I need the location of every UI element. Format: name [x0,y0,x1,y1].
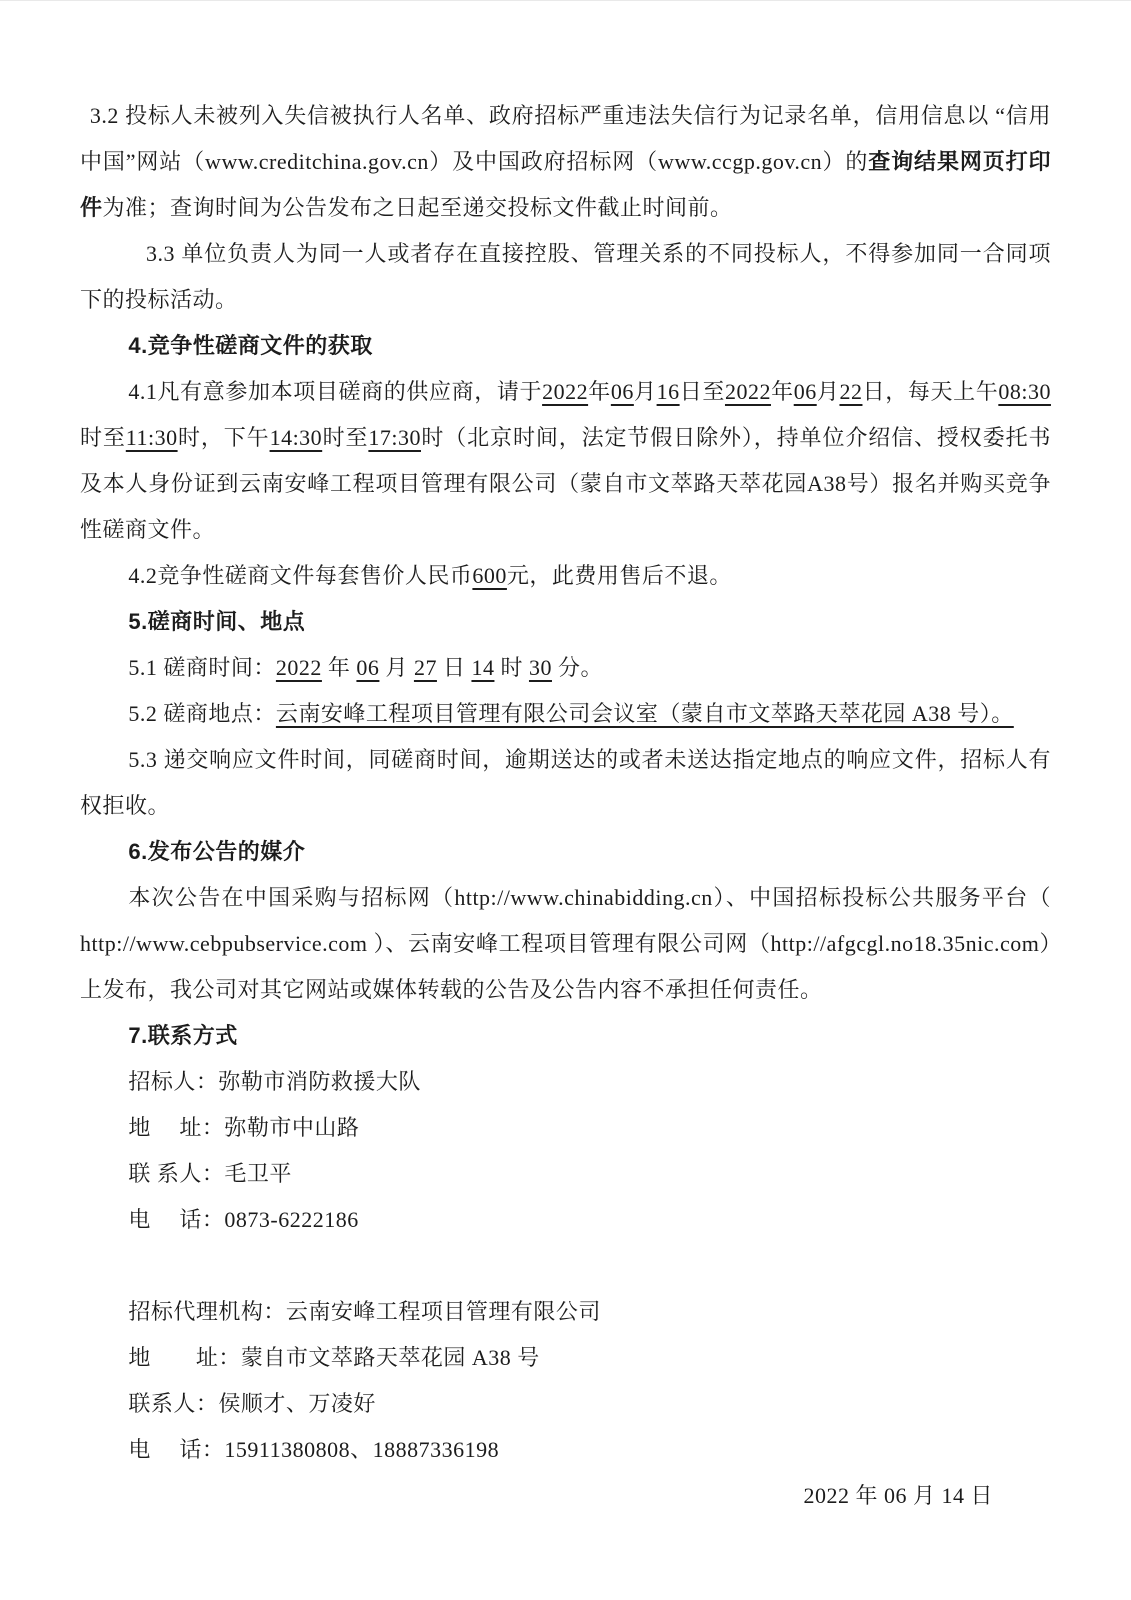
underlined-text: 22 [839,379,863,404]
text-segment: 联 系人：毛卫平 [128,1161,292,1186]
underlined-text: 17:30 [368,425,421,450]
clause-3-3 [80,231,1051,323]
bold-text: 查询结果网页打印件 [80,149,1051,220]
blank-line [80,1243,1051,1289]
text-segment: 年 [588,379,611,404]
text-segment: 日至 [679,379,725,404]
text-segment: 时至 [80,425,126,450]
text-segment: 元，此费用售后不退。 [506,563,732,588]
text-segment: 时（北京时间，法定节假日除外），持单位介绍信、授权委托书及本人身份证到云南安峰工程项目管理有限公司（蒙自市文萃路天萃花园A38号）报名并购买竞争性磋商文件。 [80,425,1051,542]
text-segment: 年 [321,655,357,680]
text-segment: 地 址：弥勒市中山路 [128,1115,360,1140]
agency-contact-line [80,1381,1051,1427]
text-segment: 月 [816,379,840,404]
bold-text: 6.发布公告的媒介 [128,839,306,864]
section-heading-6 [80,829,1051,875]
underlined-text: 06 [610,379,634,404]
text-segment: 时 [494,655,529,680]
text-segment: 电 话：0873-6222186 [128,1207,359,1232]
section-heading-5 [80,599,1051,645]
underlined-text: 08:30 [998,379,1051,404]
text-segment: 日 [436,655,472,680]
text-segment: 日，每天上午 [862,379,999,404]
section-heading-4 [80,323,1051,369]
clause-5-3 [80,737,1051,829]
clause-4-2 [80,553,1051,599]
bidder-contact-line [80,1151,1051,1197]
text-segment: 5.3 递交响应文件时间，同磋商时间，逾期送达的或者未送达指定地点的响应文件，招标人有权拒收。 [80,747,1051,818]
text-segment: 5.2 磋商地点： [128,701,276,726]
text-segment: 5.1 磋商时间： [128,655,276,680]
underlined-text: 11:30 [125,425,178,450]
footer-date: 2022 年 06 月 14 日 [803,1483,993,1508]
text-segment: 月 [633,379,657,404]
underlined-text: 14:30 [269,425,323,450]
agency-name-line [80,1289,1051,1335]
text-segment: 月 [379,655,414,680]
text-segment: 分。 [551,655,603,680]
text-segment: 年 [770,379,794,404]
clause-4-1 [80,369,1051,553]
text-segment: 地 址：蒙自市文萃路天萃花园 A38 号 [128,1345,540,1370]
text-segment: 3.2 投标人未被列入失信被执行人名单、政府招标严重违法失信行为记录名单，信用信息以 “信用中国”网站（www.creditchina.gov.cn）及中国政府招标网（www.ccgp.gov.cn）的 [80,103,1051,174]
bidder-name-line [80,1059,1051,1105]
section-heading-7 [80,1013,1051,1059]
text-segment: 本次公告在中国采购与招标网（http://www.chinabidding.cn）、中国招标投标公共服务平台（ http://www.cebpubservice.com ）、云南安峰工程项目管理有限公司网（http://afgcgl.no18.35nic.com）上发布，我公司对其它网站或媒体转载的公告及公告内容不承担任何责任。 [80,885,1051,1002]
bold-text: 7.联系方式 [128,1023,238,1048]
agency-phone-line [80,1427,1051,1473]
clause-6-1 [80,875,1051,1013]
text-segment: 联系人：侯顺才、万凌好 [128,1391,376,1416]
underlined-text: 14 [471,655,495,680]
underlined-text: 06 [356,655,380,680]
underlined-text: 16 [656,379,680,404]
underlined-text: 30 [528,655,552,680]
underlined-text: 600 [472,563,507,588]
underlined-text: 2022 [724,379,771,404]
text-segment: 时至 [322,425,369,450]
agency-address-line [80,1335,1051,1381]
text-segment: 3.3 单位负责人为同一人或者存在直接控股、管理关系的不同投标人，不得参加同一合同项下的投标活动。 [80,241,1051,312]
document-body [0,1,1131,1519]
paragraphs [80,93,1051,1473]
text-segment: 4.2竞争性磋商文件每套售价人民币 [128,563,473,588]
text-segment: 招标人：弥勒市消防救援大队 [128,1069,421,1094]
bidder-phone-line [80,1197,1051,1243]
clause-5-1 [80,645,1051,691]
clause-3-2 [80,93,1051,231]
bold-text: 4.竞争性磋商文件的获取 [128,333,373,358]
underlined-text: 2022 [542,379,589,404]
text-segment: 电 话：15911380808、18887336198 [128,1437,500,1462]
text-segment: 为准；查询时间为公告发布之日起至递交投标文件截止时间前。 [102,195,733,220]
text-segment: 时，下午 [177,425,270,450]
clause-5-2 [80,691,1051,737]
bidder-address-line [80,1105,1051,1151]
underlined-text: 云南安峰工程项目管理有限公司会议室（蒙自市文萃路天萃花园 A38 号）。 [275,701,1014,726]
text-segment: 4.1凡有意参加本项目磋商的供应商，请于 [128,379,543,404]
underlined-text: 27 [413,655,437,680]
underlined-text: 2022 [275,655,322,680]
bold-text: 5.磋商时间、地点 [128,609,306,634]
text-segment: 招标代理机构：云南安峰工程项目管理有限公司 [128,1299,601,1324]
underlined-text: 06 [793,379,817,404]
